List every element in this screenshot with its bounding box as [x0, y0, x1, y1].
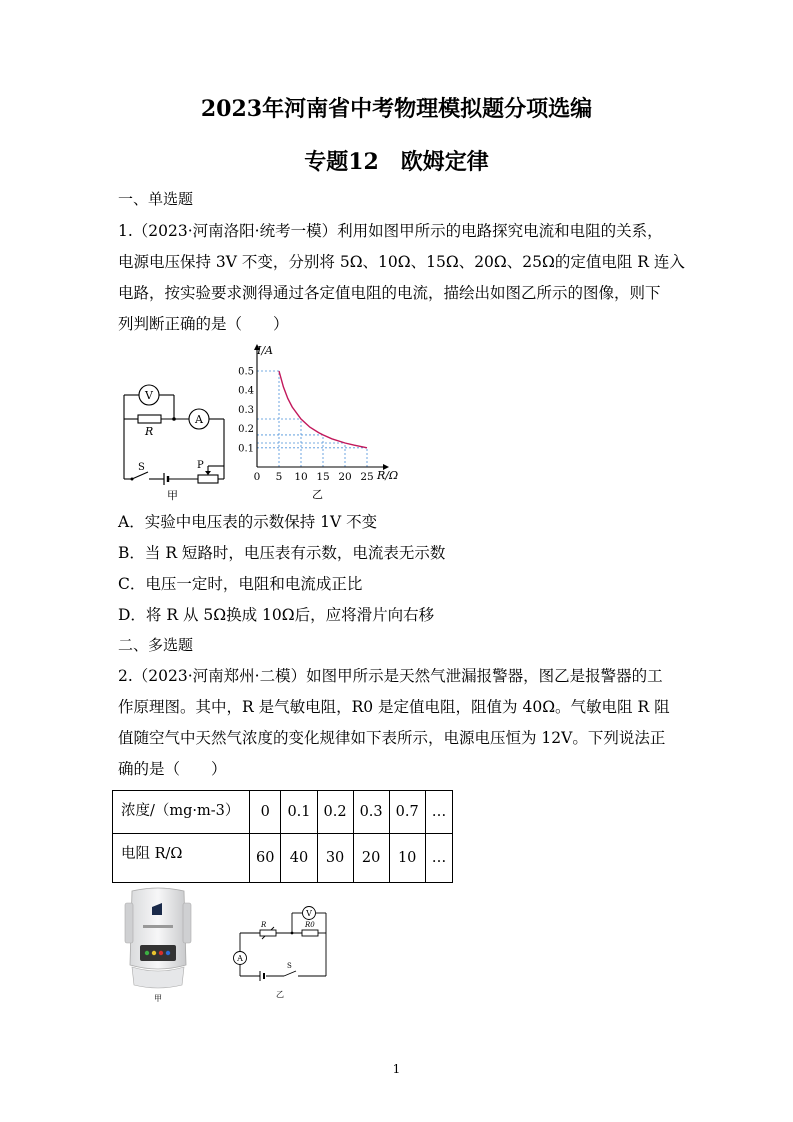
q2-line: 2.（2023·河南郑州·二模）如图甲所示是天然气泄漏报警器，图乙是报警器的工 — [118, 667, 663, 685]
page-number: 1 — [392, 1062, 401, 1076]
switch-label: S — [138, 462, 145, 473]
ammeter-label: A — [237, 954, 243, 963]
q1-line: 1.（2023·河南洛阳·统考一模）利用如图甲所示的电路探究电流和电阻的关系， — [118, 222, 663, 240]
section-heading-multiple-choice: 二、多选题 — [118, 636, 194, 654]
gas-alarm-device-image — [118, 885, 198, 1005]
slider-label: P — [197, 460, 204, 471]
q1-option-c[interactable]: C．电压一定时，电阻和电流成正比 — [118, 575, 363, 593]
switch-label: S — [287, 962, 292, 970]
fixed-resistor-label: R0 — [305, 921, 315, 929]
resistor-label: R — [145, 425, 154, 438]
table-row — [113, 791, 453, 834]
table-cell: … — [425, 834, 453, 883]
table-cell: 10 — [389, 834, 425, 883]
table-cell: 电阻 R/Ω — [113, 834, 250, 883]
y-tick-label: 0.1 — [238, 443, 254, 455]
voltmeter-label: V — [306, 909, 312, 918]
q1-line: 列判断正确的是（ ） — [118, 315, 289, 333]
q2-line: 确的是（ ） — [118, 760, 227, 778]
q2-line: 作原理图。其中，R 是气敏电阻，R0 是定值电阻，阻值为 40Ω。气敏电阻 R 阻 — [118, 698, 670, 716]
x-tick-label: 20 — [338, 471, 352, 483]
x-tick-label: 0 — [253, 471, 261, 483]
document-title: 2023年河南省中考物理模拟题分项选编 — [200, 96, 593, 122]
x-tick-label: 5 — [275, 471, 283, 483]
y-tick-label: 0.3 — [238, 404, 254, 416]
ammeter-label: A — [195, 413, 203, 426]
table-cell: 0.1 — [281, 791, 317, 834]
q1-option-d[interactable]: D．将 R 从 5Ω换成 10Ω后，应将滑片向右移 — [118, 606, 435, 624]
current-curve — [279, 371, 367, 448]
q1-option-a[interactable]: A．实验中电压表的示数保持 1V 不变 — [118, 513, 378, 531]
y-tick-label: 0.2 — [238, 424, 254, 436]
y-tick-label: 0.4 — [238, 385, 254, 397]
q1-current-resistance-graph — [235, 340, 405, 505]
q2-circuit-diagram — [232, 900, 332, 1000]
blue-led-icon — [166, 951, 170, 955]
graph-caption: 乙 — [312, 488, 323, 501]
table-row — [113, 834, 453, 883]
question-1-stem — [118, 216, 685, 340]
x-tick-label: 15 — [316, 471, 330, 483]
q1-circuit-diagram — [112, 378, 247, 503]
circuit-caption: 甲 — [167, 489, 178, 502]
resistor-label: R — [261, 921, 267, 929]
table-cell: 浓度/（mg·m-3） — [113, 791, 250, 834]
document-subtitle: 专题12 欧姆定律 — [304, 149, 489, 175]
graph-ylabel: I/A — [257, 344, 273, 357]
table-cell: 60 — [250, 834, 281, 883]
q1-option-b[interactable]: B．当 R 短路时，电压表有示数，电流表无示数 — [118, 544, 446, 562]
table-cell: … — [425, 791, 453, 834]
table-cell: 40 — [281, 834, 317, 883]
green-led-icon — [145, 951, 149, 955]
yellow-led-icon — [152, 951, 156, 955]
table-cell: 0.3 — [353, 791, 389, 834]
voltmeter-label: V — [145, 389, 153, 402]
table-cell: 30 — [317, 834, 353, 883]
circuit-caption: 乙 — [276, 990, 284, 999]
x-tick-label: 25 — [360, 471, 374, 483]
x-tick-label: 10 — [294, 471, 308, 483]
table-cell: 0 — [250, 791, 281, 834]
table-cell: 20 — [353, 834, 389, 883]
y-tick-label: 0.5 — [238, 366, 254, 378]
device-caption: 甲 — [154, 994, 162, 1003]
table-cell: 0.7 — [389, 791, 425, 834]
table-cell: 0.2 — [317, 791, 353, 834]
concentration-resistance-table — [112, 790, 453, 883]
question-2-stem — [118, 661, 678, 785]
red-led-icon — [159, 951, 163, 955]
q1-line: 电路，按实验要求测得通过各定值电阻的电流，描绘出如图乙所示的图像，则下 — [118, 284, 661, 302]
q1-line: 电源电压保持 3V 不变，分别将 5Ω、10Ω、15Ω、20Ω、25Ω的定值电阻 R 连入 — [118, 253, 685, 271]
section-heading-single-choice: 一、单选题 — [118, 190, 194, 208]
q2-line: 值随空气中天然气浓度的变化规律如下表所示，电源电压恒为 12V。下列说法正 — [118, 729, 666, 747]
graph-xlabel: R/Ω — [377, 469, 399, 482]
